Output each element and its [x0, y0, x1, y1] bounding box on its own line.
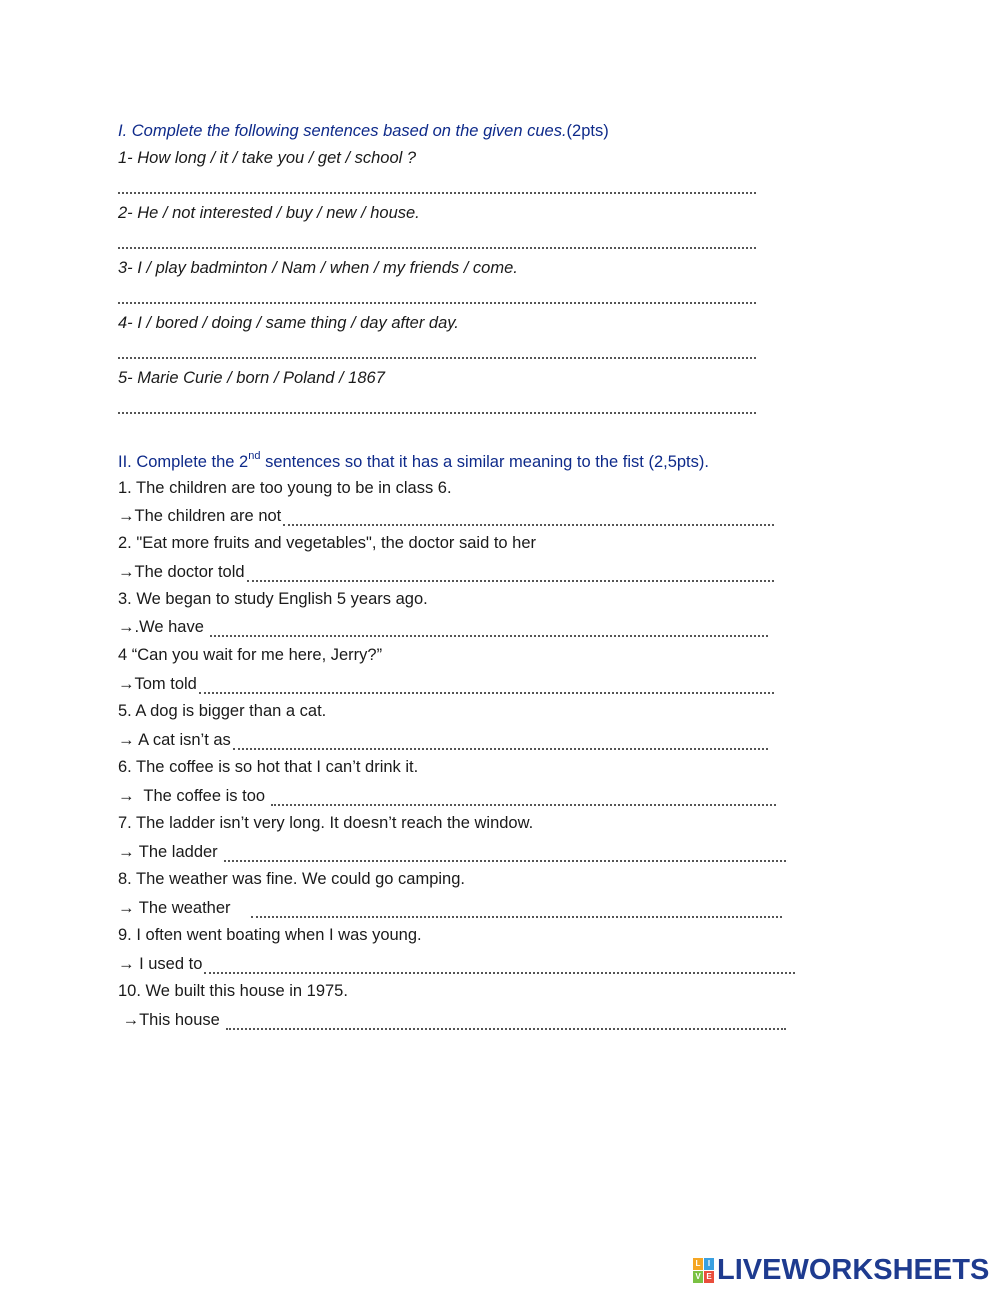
answer-line-4[interactable]	[118, 351, 756, 359]
rewrite-answer-10[interactable]: →This house	[118, 1010, 786, 1030]
answer-blank[interactable]	[224, 846, 786, 862]
answer-line-5[interactable]	[118, 406, 756, 414]
rewrite-answer-6[interactable]: → The coffee is too	[118, 786, 776, 806]
rewrite-prompt-7: 7. The ladder isn’t very long. It doesn’t reach the window.	[118, 814, 534, 832]
answer-line-3[interactable]	[118, 296, 756, 304]
rewrite-prompt-9: 9. I often went boating when I was young.	[118, 926, 422, 944]
rewrite-answer-5[interactable]: → A cat isn’t as	[118, 730, 768, 750]
answer-blank[interactable]	[271, 790, 776, 806]
cue-item-5: 5- Marie Curie / born / Poland / 1867	[118, 369, 385, 387]
rewrite-answer-3[interactable]: →.We have	[118, 617, 768, 637]
rewrite-prompt-2: 2. "Eat more fruits and vegetables", the doctor said to her	[118, 534, 537, 552]
cue-item-4: 4- I / bored / doing / same thing / day after day.	[118, 314, 459, 332]
liveworksheets-logo	[693, 1254, 989, 1287]
rewrite-prompt-5: 5. A dog is bigger than a cat.	[118, 702, 327, 720]
answer-blank[interactable]	[233, 734, 768, 750]
rewrite-answer-4[interactable]: →Tom told	[118, 674, 774, 694]
rewrite-prompt-1: 1. The children are too young to be in class 6.	[118, 479, 452, 497]
rewrite-prompt-6: 6. The coffee is so hot that I can’t drink it.	[118, 758, 419, 776]
section-2-heading: II. Complete the 2nd sentences so that it has a similar meaning to the fist (2,5pts).	[118, 450, 709, 471]
rewrite-answer-8[interactable]: → The weather	[118, 898, 782, 918]
rewrite-answer-2[interactable]: →The doctor told	[118, 562, 774, 582]
section-1-heading: I. Complete the following sentences based on the given cues.(2pts)	[118, 122, 609, 140]
answer-line-2[interactable]	[118, 241, 756, 249]
cue-item-3: 3- I / play badminton / Nam / when / my friends / come.	[118, 259, 518, 277]
answer-blank[interactable]	[251, 902, 782, 918]
section-1-points: (2pts)	[566, 122, 609, 140]
answer-blank[interactable]	[247, 566, 774, 582]
rewrite-answer-9[interactable]: → I used to	[118, 954, 795, 974]
rewrite-prompt-4: 4 “Can you wait for me here, Jerry?”	[118, 646, 383, 664]
rewrite-answer-1[interactable]: →The children are not	[118, 506, 774, 526]
rewrite-answer-7[interactable]: → The ladder	[118, 842, 786, 862]
answer-blank[interactable]	[283, 510, 774, 526]
answer-blank[interactable]	[204, 958, 795, 974]
answer-blank[interactable]	[226, 1014, 786, 1030]
rewrite-prompt-3: 3. We began to study English 5 years ago.	[118, 590, 428, 608]
rewrite-prompt-8: 8. The weather was fine. We could go camping.	[118, 870, 465, 888]
cue-item-1: 1- How long / it / take you / get / school ?	[118, 149, 417, 167]
logo-mark-icon: L I V E	[693, 1258, 714, 1283]
rewrite-prompt-10: 10. We built this house in 1975.	[118, 982, 348, 1000]
answer-blank[interactable]	[199, 678, 774, 694]
answer-blank[interactable]	[210, 621, 768, 637]
answer-line-1[interactable]	[118, 186, 756, 194]
logo-text: LIVEWORKSHEETS	[717, 1254, 990, 1286]
cue-item-2: 2- He / not interested / buy / new / house.	[118, 204, 420, 222]
